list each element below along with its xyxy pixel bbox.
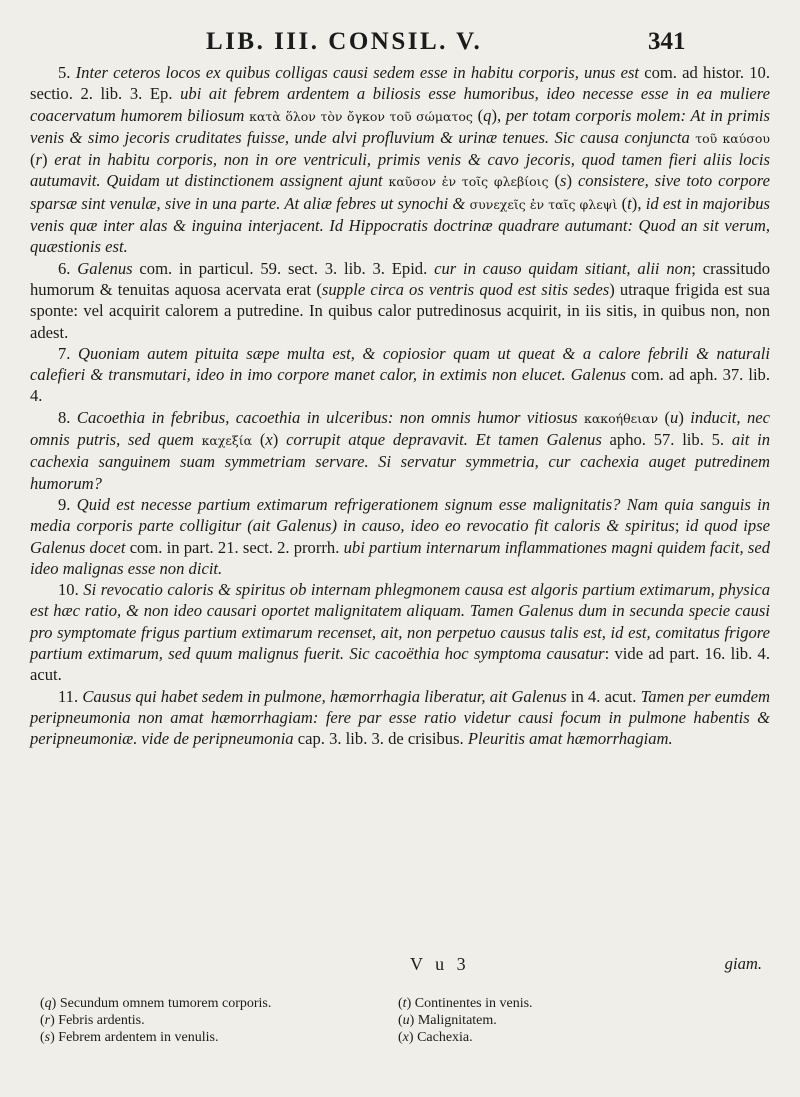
text-run: ( [658,407,671,427]
text-run: cur in causo quidam sitiant, alii non [434,258,692,278]
text-run: Tamen per eumdem peripneumonia non amat hæmorrhagiam: fere par esse ratio videtur causi focum in pulmone habentis & peripneumoniæ. vide de peripneumonia [30,686,770,749]
text-run: ubi partium internarum inflammationes magni quidem facit, sed ideo malignas esse non dicit. [30,537,771,578]
text-run: corrupit atque depravavit. Et tamen Galenus [286,430,610,450]
footnote-mark: x [402,1030,409,1045]
text-run: Galenus [77,258,133,278]
catchword: giam. [724,954,762,973]
text-run: com. in particul. 59. sect. 3. lib. 3. Epid. [132,258,435,278]
paragraph [30,258,770,343]
text-run: Pleuritis amat hæmorrhagiam. [467,729,673,749]
footnote-text: Continentes in venis. [414,996,533,1011]
text-run: r [35,150,42,170]
signature-mark: V u 3 [410,954,470,974]
footnote: (x) Cachexia. [398,1030,473,1045]
footnote: (r) Febris ardentis. [40,1013,145,1028]
body-text [30,62,770,750]
text-run: ( [252,430,266,450]
paragraph [30,494,770,579]
signature-line [30,954,770,978]
text-run: s [560,171,567,191]
text-run: x [265,430,273,450]
text-run: ; crassitudo humorum & tenuitas aquosa acervata erat ( [30,258,770,299]
text-run: in 4. acut. [570,686,641,706]
text-run: ), [491,105,506,125]
text-run: id quod ipse Galenus docet [30,516,771,557]
footnote-mark: s [44,1030,51,1045]
text-run: 7. [58,343,78,363]
text-run: com. ad aph. 37. lib. 4. [30,365,770,406]
text-run: com. in part. 21. sect. 2. prorrh. [125,537,344,557]
paragraph [30,343,770,407]
text-run: apho. 57. lib. 5. [609,430,732,450]
text-run: consistere, sive toto corpore sparsæ sint venulæ, sive in una parte. At aliæ febres ut synochi & [30,171,770,213]
greek-text: καῦσον ἐν τοῖς φλεβίοις [388,174,549,190]
greek-text: κατὰ ὅλον τὸν ὄγκον τοῦ σώματος [249,108,473,124]
text-run: 9. [58,494,77,514]
text-run: com. ad histor. 10. sectio. 2. lib. 3. Ep. [30,63,770,104]
footnote-text: Secundum omnem tumorem corporis. [59,996,272,1011]
footnote-text: Febrem ardentem in venulis. [58,1030,219,1045]
footnotes-right-column [398,996,758,1047]
footnotes-left-column [40,996,370,1047]
footnote-mark: t [402,996,407,1011]
text-run: inducit, nec omnis putris, sed quem [30,407,770,450]
text-run: 5. [58,63,76,82]
footnote: (q) Secundum omnem tumorem corporis. [40,996,272,1011]
text-run: Si revocatio caloris & spiritus ob internam phlegmonem causa est algoris partium extimarum, physica est hæc ratio, & non ideo causari oportet malignitatem aliquam. Tamen Galenus dum in secunda specie causi pro symptomate frigus partium extimarum recenset, ait, non perpetuo causus talis est, id est, comitatus frigore partium extimarum, sed quum malignus fuerit. Sic cacoëthia hoc symptoma causatur [30,580,770,664]
paragraph [30,579,770,685]
greek-text: συνεχεῖς ἐν ταῖς φλεψὶ [469,196,618,212]
paragraph [30,686,770,750]
text-run: ubi ait febrem ardentem a biliosis esse humoribus, ideo necesse esse in ea muliere coacervatum humorem biliosum [30,84,771,125]
text-run: ( [617,193,628,213]
footnote-mark: u [402,1013,410,1028]
text-run: ait in cachexia sanguinem suam symmetriam servare. Si servatur symmetria, cur cachexia auget putredinem humorum? [30,430,770,493]
greek-text: κακοήθειαν [584,410,659,426]
page-number: 341 [648,28,686,55]
text-run: ; [674,516,686,536]
text-run: q [483,105,492,125]
text-run: 8. [58,407,77,427]
text-run: ) utraque frigida est sua sponte: vel acquirit calorem a putredine. In quibus calor putredinosus acquirit, in iis sitis, in quibus non, non adest. [30,279,770,342]
paragraph [30,62,770,258]
footnote: (s) Febrem ardentem in venulis. [40,1030,219,1045]
text-run: 11. [58,686,83,706]
text-run: t [627,193,632,213]
text-run: ) [678,407,691,427]
text-run: ( [548,171,561,191]
text-run: ( [472,105,484,125]
paragraph [30,407,770,494]
text-run: u [670,407,679,427]
text-run: ), [631,193,646,213]
greek-text: τοῦ καύσου [695,130,770,146]
text-run: erat in habitu corporis, non in ore ventriculi, primis venis & cavo jecoris, quod tamen fieri aliis locis autumavit. Quidam ut distinctionem assignent ajunt [30,150,770,191]
running-head: LIB. III. CONSIL. V. [206,28,483,55]
text-run: ) [566,171,578,191]
text-run: 10. [58,580,84,600]
text-run: Causus qui habet sedem in pulmone, hæmorrhagia liberatur, ait Galenus [82,686,571,706]
text-run: ( [30,150,36,170]
page-header [0,22,800,62]
footnote: (t) Continentes in venis. [398,996,533,1011]
text-run: : vide ad part. 16. lib. 4. acut. [30,644,770,685]
text-run: ) [272,430,287,450]
text-run: 6. [58,258,78,278]
footnote: (u) Malignitatem. [398,1013,497,1028]
text-run: Quoniam autem pituita sæpe multa est, & copiosior quam ut queat & a calore febrili & naturali calefieri & transmutari, ideo in imo corpore manet calor, in extimis non elucet. Galenus [30,343,770,385]
footnote-mark: r [44,1013,51,1028]
text-run: id est in majoribus venis quæ inter alas & inguina interjacent. Id Hippocratis doctrinæ quadrare autumant: Quod an sit verum, quæstionis est. [30,193,771,257]
text-run: supple circa os ventris quod est sitis sedes [321,279,610,299]
footnote-mark: q [44,996,52,1011]
text-run: Cacoethia in febribus, cacoethia in ulceribus: non omnis humor vitiosus [76,407,585,427]
text-run: Inter ceteros locos ex quibus colligas causi sedem esse in habitu corporis, unus est [75,63,645,82]
footnote-text: Febris ardentis. [58,1013,145,1028]
footnote-text: Cachexia. [417,1030,473,1045]
text-run: cap. 3. lib. 3. de crisibus. [297,729,468,749]
text-run: per totam corporis molem: At in primis venis & simo jecoris cruditates fuisse, unde alvi profluvium & urinæ tenues. Sic causa conjuncta [30,105,770,147]
text-run: ) [42,150,55,170]
footnote-text: Malignitatem. [417,1013,497,1028]
greek-text: καχεξία [201,433,253,449]
text-run: Quid est necesse partium extimarum refrigerationem signum esse malignitatis? Nam quia sanguis in media corporis parte colligitur (ait Galenus) in causo, ideo eo revocatio fit caloris & spiritus [30,494,770,536]
